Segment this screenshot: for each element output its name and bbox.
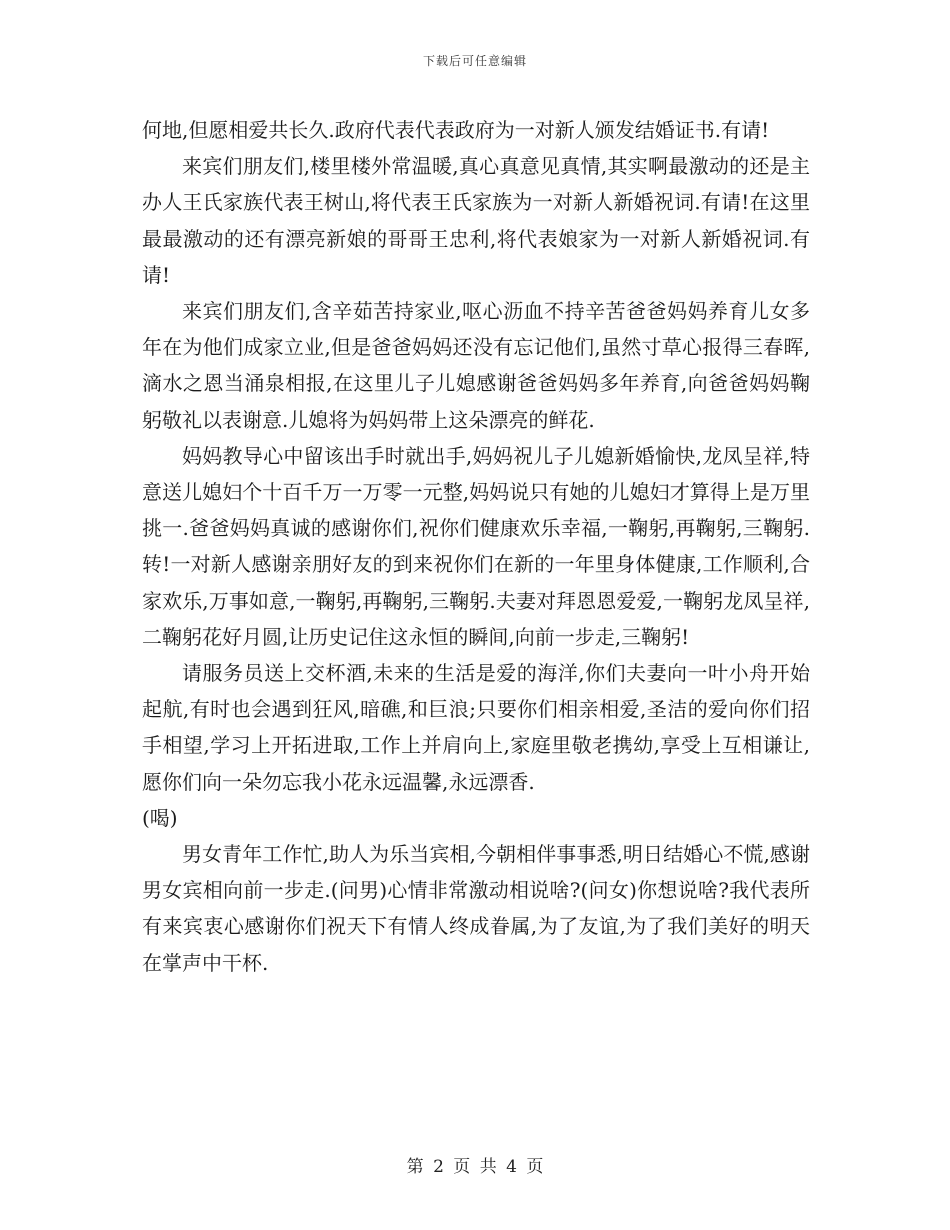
- paragraph: 妈妈教导心中留该出手时就出手,妈妈祝儿子儿媳新婚愉快,龙凤呈祥,特意送儿媳妇个十百千万一万零一元整,妈妈说只有她的儿媳妇才算得上是万里挑一.爸爸妈妈真诚的感谢你们,祝你们健康欢乐幸福,一鞠躬,再鞠躬,三鞠躬.转!一对新人感谢亲朋好友的到来祝你们在新的一年里身体健康,工作顺利,合家欢乐,万事如意,一鞠躬,再鞠躬,三鞠躬.夫妻对拜恩恩爱爱,一鞠躬龙凤呈祥,二鞠躬花好月圆,让历史记住这永恒的瞬间,向前一步走,三鞠躬!: [142, 443, 810, 649]
- paragraph: 来宾们朋友们,含辛茹苦持家业,呕心沥血不持辛苦爸爸妈妈养育儿女多年在为他们成家立业,但是爸爸妈妈还没有忘记他们,虽然寸草心报得三春晖,滴水之恩当涌泉相报,在这里儿子儿媳感谢爸爸妈妈多年养育,向爸爸妈妈鞠躬敬礼以表谢意.儿媳将为妈妈带上这朵漂亮的鲜花.: [142, 299, 810, 432]
- page-header: 下载后可任意编辑: [422, 54, 527, 68]
- paragraph: (喝): [142, 805, 178, 830]
- paragraph: 来宾们朋友们,楼里楼外常温暖,真心真意见真情,其实啊最激动的还是主办人王氏家族代表王树山,将代表王氏家族为一对新人新婚祝词.有请!在这里最最激动的还有漂亮新娘的哥哥王忠利,将代表娘家为一对新人新婚祝词.有请!: [142, 154, 810, 287]
- paragraph: 请服务员送上交杯酒,未来的生活是爱的海洋,你们夫妻向一叶小舟开始起航,有时也会遇到狂风,暗礁,和巨浪;只要你们相亲相爱,圣洁的爱向你们招手相望,学习上开拓进取,工作上并肩向上,家庭里敬老携幼,享受上互相谦让,愿你们向一朵勿忘我小花永远温馨,永远漂香.: [142, 661, 810, 794]
- page-number-footer: 第 2 页 共 4 页: [406, 1157, 544, 1177]
- paragraph: 何地,但愿相爱共长久.政府代表代表政府为一对新人颁发结婚证书.有请!: [142, 118, 770, 142]
- document-body: [142, 112, 810, 981]
- paragraph: 男女青年工作忙,助人为乐当宾相,今朝相伴事事悉,明日结婚心不慌,感谢男女宾相向前一步走.(问男)心情非常激动相说啥?(问女)你想说啥?我代表所有来宾衷心感谢你们祝天下有情人终成眷属,为了友谊,为了我们美好的明天在掌声中干杯.: [142, 842, 810, 975]
